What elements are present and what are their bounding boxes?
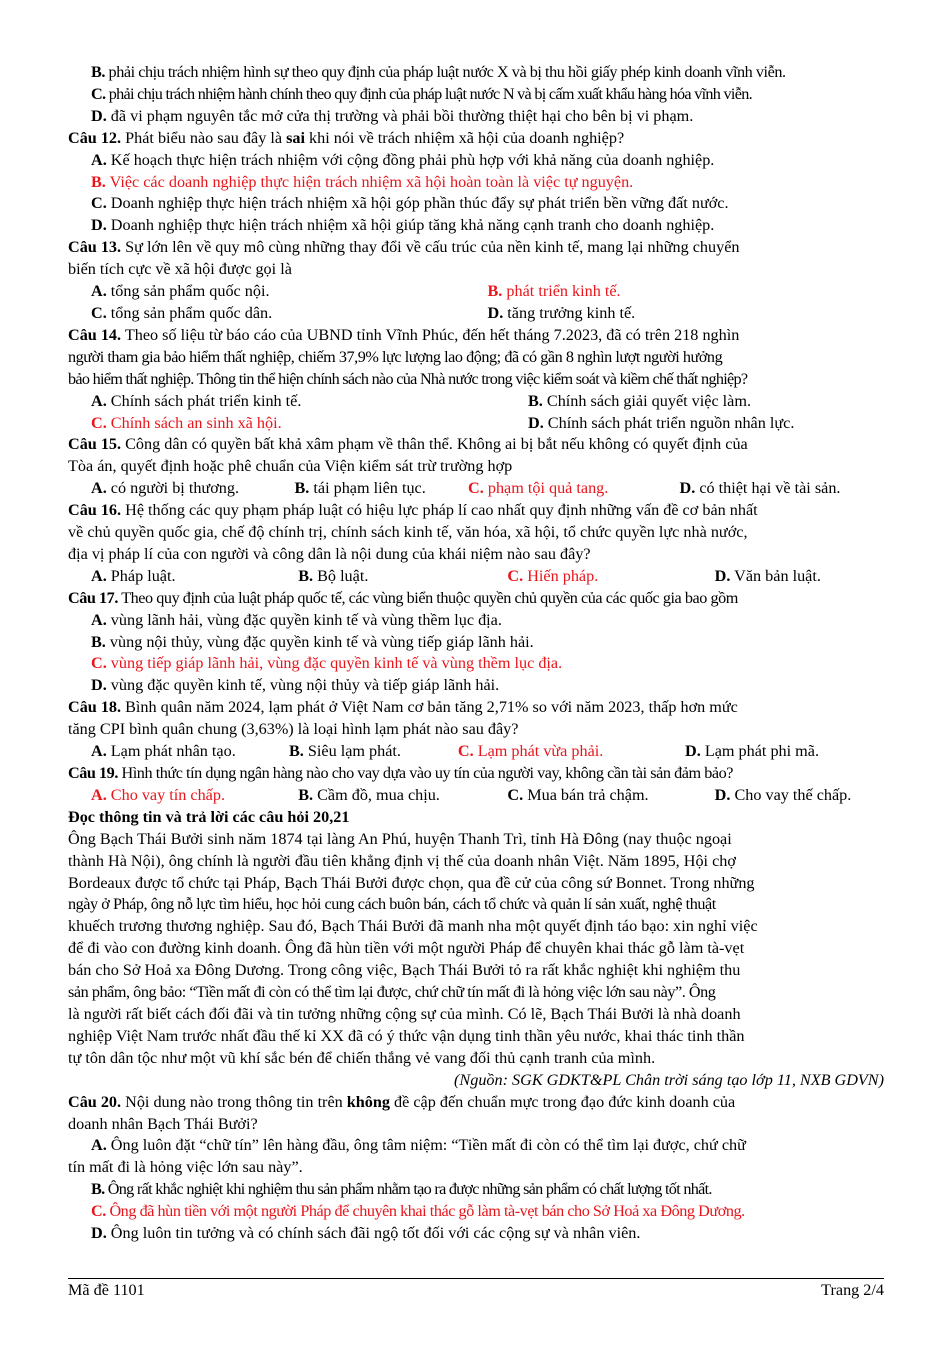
passage-line: bán cho Sở Hoả xa Đông Dương. Trong công việc, Bạch Thái Bưởi tỏ ra rất khắc nghiệt khi nghiệm thu — [68, 961, 741, 980]
q13-stem-cont: biến tích cực về xã hội được gọi là — [68, 260, 292, 279]
q18-options — [68, 741, 884, 763]
passage-line: là người rất biết cách đối đãi và tin tưởng những cộng sự của mình. Có lẽ, Bạch Thái Bưởi là nhà doanh — [68, 1004, 741, 1023]
q19-option-d: D. Cho vay thế chấp. — [714, 785, 852, 804]
q18-stem-cont: tăng CPI bình quân chung (3,63%) là loại hình lạm phát nào sau đây? — [68, 720, 519, 739]
q12-option-b: B. Việc các doanh nghiệp thực hiện trách nhiệm xã hội hoàn toàn là việc tự nguyện. — [91, 172, 634, 191]
q20-stem-cont: doanh nhân Bạch Thái Bưởi? — [68, 1114, 258, 1133]
q19-option-a: A. Cho vay tín chấp. — [91, 785, 225, 804]
q17-option-d: D. vùng đặc quyền kinh tế, vùng nội thủy và tiếp giáp lãnh hải. — [91, 676, 500, 695]
q19-option-c: C. Mua bán trả chậm. — [507, 785, 649, 804]
q19-stem: Câu 19. Hình thức tín dụng ngân hàng nào cho vay dựa vào uy tín của người vay, không cần tài sản đảm bảo? — [68, 764, 733, 782]
q15-stem: Câu 15. Công dân có quyền bất khả xâm phạm về thân thể. Không ai bị bắt nếu không có quyết định của — [68, 435, 748, 454]
reading-passage — [68, 829, 884, 1092]
q14-stem-cont-1: người tham gia bảo hiểm thất nghiệp, chiếm 37,9% lực lượng lao động; đã có gần 8 nghìn lượt người hưởng — [68, 347, 723, 366]
q15-stem-cont: Tòa án, quyết định hoặc phê chuẩn của Viện kiểm sát trừ trường hợp — [68, 457, 513, 476]
q20-option-a-cont: tín mất đi là hỏng việc lớn sau này”. — [68, 1158, 303, 1177]
exam-code: Mã đề 1101 — [68, 1281, 145, 1299]
exam-page — [68, 62, 884, 1245]
q14-options-row-2 — [68, 413, 884, 435]
q14-option-d: D. Chính sách phát triển nguồn nhân lực. — [528, 413, 795, 432]
q12-stem: Câu 12. Phát biểu nào sau đây là sai khi nói về trách nhiệm xã hội của doanh nghiệp? — [68, 128, 625, 147]
q15-options — [68, 478, 884, 500]
q14-stem: Câu 14. Theo số liệu từ báo cáo của UBND tỉnh Vĩnh Phúc, đến hết tháng 7.2023, đã có trên 218 nghìn — [68, 325, 740, 344]
q18-option-c: C. Lạm phát vừa phải. — [457, 742, 604, 761]
q11-option-d: D. đã vi phạm nguyên tắc mở cửa thị trường và phải bồi thường thiệt hại cho bên bị vi phạm. — [91, 106, 694, 125]
q14-option-a: A. Chính sách phát triển kinh tế. — [91, 391, 302, 410]
q15-option-a: A. có người bị thương. — [91, 479, 239, 498]
q14-stem-cont-2: bảo hiểm thất nghiệp. Thông tin thể hiện chính sách nào của Nhà nước trong việc kiểm soát và kiềm chế thất nghiệp? — [68, 369, 748, 388]
page-number: Trang 2/4 — [821, 1281, 884, 1299]
q13-options-row-2 — [68, 303, 884, 325]
q17-stem: Câu 17. Theo quy định của luật pháp quốc tế, các vùng biển thuộc quyền chủ quyền của các quốc gia bao gồm — [68, 588, 738, 607]
passage-line: nghiệp Việt Nam trước nhất đầu thế kỉ XX đã có ý thức vận dụng tinh thần yêu nước, khai thác tinh thần — [68, 1026, 745, 1045]
q20-option-c: C. Ông đã hùn tiền với một người Pháp để chuyên khai thác gỗ làm tà-vẹt bán cho Sở Hoả xa Đông Dương. — [91, 1202, 745, 1221]
q16-option-b: B. Bộ luật. — [298, 566, 369, 585]
passage-line: Bordeaux được tổ chức tại Pháp, Bạch Thái Bưởi được chọn, qua đề cử của công sứ Bonnet. Trong những — [68, 873, 755, 892]
passage-line: Ông Bạch Thái Bưởi sinh năm 1874 tại làng An Phú, huyện Thanh Trì, tỉnh Hà Đông (nay thuộc ngoại — [68, 829, 732, 848]
q14-option-c: C. Chính sách an sinh xã hội. — [91, 413, 282, 432]
q16-stem-cont-2: địa vị pháp lí của con người và công dân là nội dung của khái niệm nào sau đây? — [68, 544, 591, 563]
q12-option-a: A. Kế hoạch thực hiện trách nhiệm với cộng đồng phải phù hợp với khả năng của doanh nghiệp. — [91, 150, 715, 169]
q14-options-row-1 — [68, 391, 884, 413]
q19-option-b: B. Cầm đồ, mua chịu. — [298, 785, 440, 804]
q20-option-b: B. Ông rất khắc nghiệt khi nghiệm thu sản phẩm nhằm tạo ra được những sản phẩm có chất lượng tốt nhất. — [91, 1180, 712, 1199]
passage-line: tự tôn dân tộc như một vũ khí sắc bén để chiến thắng vẻ vang đối thủ cạnh tranh của mình. — [68, 1048, 656, 1067]
q16-option-a: A. Pháp luật. — [91, 566, 176, 585]
q12-option-d: D. Doanh nghiệp thực hiện trách nhiệm xã hội giúp tăng khả năng cạnh tranh cho doanh nghiệp. — [91, 216, 715, 235]
q17-option-a: A. vùng lãnh hải, vùng đặc quyền kinh tế và vùng thềm lục địa. — [91, 610, 502, 629]
q12-option-c: C. Doanh nghiệp thực hiện trách nhiệm xã hội góp phần thúc đẩy sự phát triển bền vững đất nước. — [91, 194, 729, 213]
q20-stem: Câu 20. Nội dung nào trong thông tin trên không đề cập đến chuẩn mực trong đạo đức kinh doanh của — [68, 1092, 736, 1111]
q18-option-b: B. Siêu lạm phát. — [289, 742, 401, 761]
passage-line: thành Hà Nội), ông chính là người đầu tiên khẳng định vị thế của doanh nhân Việt. Năm 1895, Hội chợ — [68, 851, 736, 870]
q18-option-d: D. Lạm phát phi mã. — [685, 742, 819, 761]
passage-source: (Nguồn: SGK GDKT&PL Chân trời sáng tạo lớp 11, NXB GDVN) — [454, 1070, 884, 1089]
q13-option-b: B. phát triển kinh tế. — [487, 282, 621, 301]
q13-options-row-1 — [68, 281, 884, 303]
q19-options — [68, 785, 884, 807]
q13-option-a: A. tổng sản phẩm quốc nội. — [91, 282, 270, 301]
q17-option-b: B. vùng nội thủy, vùng đặc quyền kinh tế và vùng tiếp giáp lãnh hải. — [91, 632, 534, 651]
q16-option-d: D. Văn bản luật. — [714, 566, 821, 585]
q16-stem-cont-1: về chủ quyền quốc gia, chế độ chính trị, chính sách kinh tế, văn hóa, xã hội, tổ chức quyền lực nhà nước, — [68, 523, 748, 542]
q17-option-c: C. vùng tiếp giáp lãnh hải, vùng đặc quyền kinh tế và vùng thềm lục địa. — [91, 654, 563, 673]
q20-option-d: D. Ông luôn tin tưởng và có chính sách đãi ngộ tốt đối với các cộng sự và nhân viên. — [91, 1224, 641, 1243]
q15-option-c: C. phạm tội quả tang. — [468, 479, 609, 498]
q13-stem: Câu 13. Sự lớn lên về quy mô cùng những thay đổi về cấu trúc của nền kinh tế, mang lại những chuyển — [68, 238, 740, 257]
q13-option-d: D. tăng trưởng kinh tế. — [487, 303, 636, 322]
q13-option-c: C. tổng sản phẩm quốc dân. — [91, 303, 273, 322]
passage-line: ngày ở Pháp, ông nỗ lực tìm hiểu, học hỏi cung cách buôn bán, cách tổ chức và quản lí sản xuất, nghệ thuật — [68, 895, 716, 914]
q15-option-d: D. có thiệt hại về tài sản. — [679, 479, 841, 498]
q11-option-c: C. phải chịu trách nhiệm hành chính theo quy định của pháp luật nước N và bị cấm xuất khẩu hàng hóa vĩnh viễn. — [91, 84, 752, 103]
q11-option-b: B. phải chịu trách nhiệm hình sự theo quy định của pháp luật nước X và bị thu hồi giấy phép kinh doanh vĩnh viễn. — [91, 63, 786, 81]
q16-option-c: C. Hiến pháp. — [507, 566, 599, 585]
q18-stem: Câu 18. Bình quân năm 2024, lạm phát ở Việt Nam cơ bản tăng 2,71% so với năm 2023, thấp hơn mức — [68, 698, 738, 717]
q14-option-b: B. Chính sách giải quyết việc làm. — [528, 391, 751, 410]
passage-line: để đi vào con đường kinh doanh. Ông đã hùn tiền với một người Pháp để chuyên khai thác gỗ làm tà-vẹt — [68, 939, 745, 958]
q15-option-b: B. tái phạm liên tục. — [294, 479, 426, 498]
q16-options — [68, 566, 884, 588]
q16-stem: Câu 16. Hệ thống các quy phạm pháp luật có hiệu lực pháp lí cao nhất quy định những vấn đề cơ bản nhất — [68, 501, 758, 520]
reading-heading: Đọc thông tin và trả lời các câu hỏi 20,21 — [68, 807, 350, 826]
q18-option-a: A. Lạm phát nhân tạo. — [91, 742, 236, 761]
passage-line: khuếch trương thương nghiệp. Sau đó, Bạch Thái Bưởi đã manh nha một quyết định táo bạo: xin nghỉ việc — [68, 917, 758, 936]
passage-line: sản phẩm, ông bảo: “Tiền mất đi còn có thể tìm lại được, chứ chữ tín mất đi là hỏng việc lớn sau này”. Ông — [68, 983, 716, 1002]
q20-option-a: A. Ông luôn đặt “chữ tín” lên hàng đầu, ông tâm niệm: “Tiền mất đi còn có thể tìm lại được, chứ chữ — [91, 1136, 746, 1155]
page-footer — [68, 1278, 884, 1300]
